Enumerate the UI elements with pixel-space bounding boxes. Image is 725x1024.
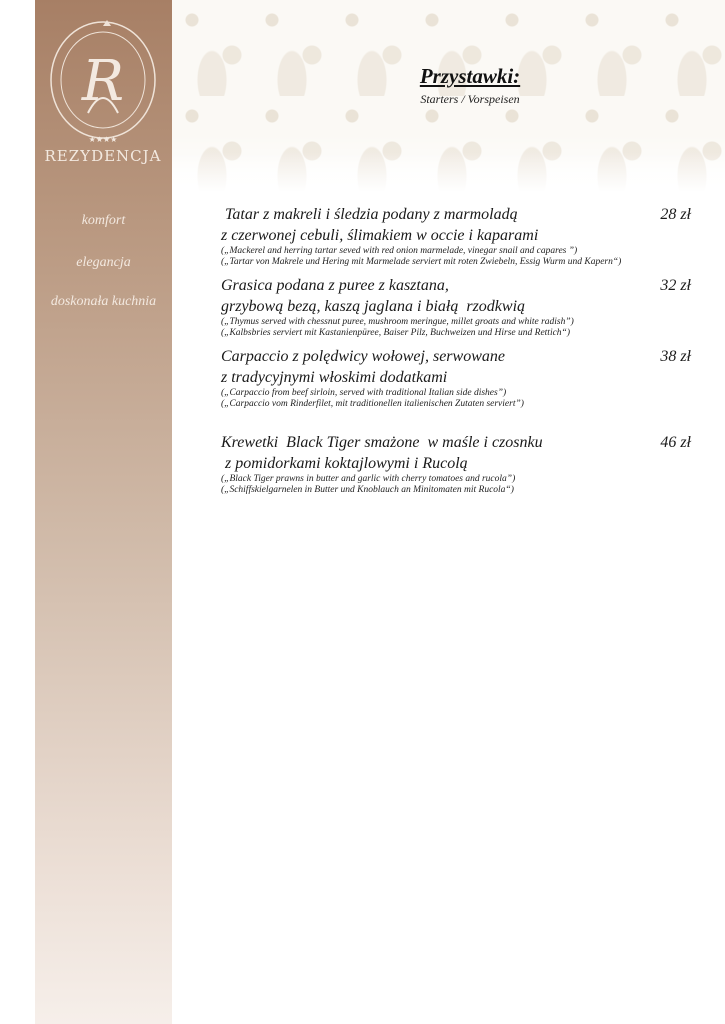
svg-text:★★★★: ★★★★ xyxy=(88,135,118,144)
menu-item-name: Grasica podana z puree z kasztana, grzybową bezą, kaszą jaglana i białą rzodkwią xyxy=(221,277,526,315)
rezydencja-logo xyxy=(44,18,162,168)
left-margin xyxy=(0,0,35,1024)
menu-item-name: Carpaccio z polędwicy wołowej, serwowane z tradycyjnymi włoskimi dodatkami xyxy=(221,348,505,386)
menu-item-english: („Mackerel and herring tartar seved with red onion marmelade, vinegar snail and capares ”) xyxy=(221,246,578,256)
menu-item-price: 38 zł xyxy=(660,348,691,365)
menu-item-english: („Black Tiger prawns in butter and garlic with cherry tomatoes and rucola”) xyxy=(221,474,516,484)
menu-item xyxy=(221,432,691,496)
menu-item-name: Tatar z makreli i śledzia podany z marmoladą z czerwonej cebuli, ślimakiem w occie i kaparami xyxy=(221,206,539,244)
menu-item-english: („Thymus served with chessnut puree, mushroom meringue, millet groats and white radish”) xyxy=(221,317,574,327)
menu-item-english: („Carpaccio from beef sirloin, served with traditional Italian side dishes”) xyxy=(221,388,507,398)
menu-item-german: („Kalbsbries serviert mit Kastanienpüree, Baiser Pilz, Buchweizen und Hirse und Rettich“) xyxy=(221,328,571,338)
menu-title: Przystawki: xyxy=(419,64,521,88)
menu-item-german: („Schiffskielgarnelen in Butter und Knoblauch an Minitomaten mit Rucola“) xyxy=(221,485,514,495)
svg-text:R: R xyxy=(81,49,125,114)
tagline-comfort: komfort xyxy=(81,213,126,228)
tagline-cuisine: doskonała kuchnia xyxy=(50,294,157,309)
menu-item-german: („Carpaccio vom Rinderfilet, mit traditionellen italienischen Zutaten serviert”) xyxy=(221,399,524,409)
menu-item-name: Krewetki Black Tiger smażone w maśle i czosnku z pomidorkami koktajlowymi i Rucolą xyxy=(221,434,543,472)
menu-item xyxy=(221,204,691,268)
svg-text:REZYDENCJA: REZYDENCJA xyxy=(44,147,162,165)
menu-item-price: 32 zł xyxy=(660,277,691,294)
menu-item-german: („Tartar von Makrele und Hering mit Marmelade serviert mit roten Zwiebeln, Essig Wurm und Kapern“) xyxy=(221,257,622,267)
tagline-elegance: elegancja xyxy=(76,255,131,270)
menu-item xyxy=(221,275,691,339)
menu-item-price: 28 zł xyxy=(660,206,691,223)
menu-item-price: 46 zł xyxy=(660,434,691,451)
menu-subtitle: Starters / Vorspeisen xyxy=(420,92,520,106)
menu-item xyxy=(221,346,691,410)
